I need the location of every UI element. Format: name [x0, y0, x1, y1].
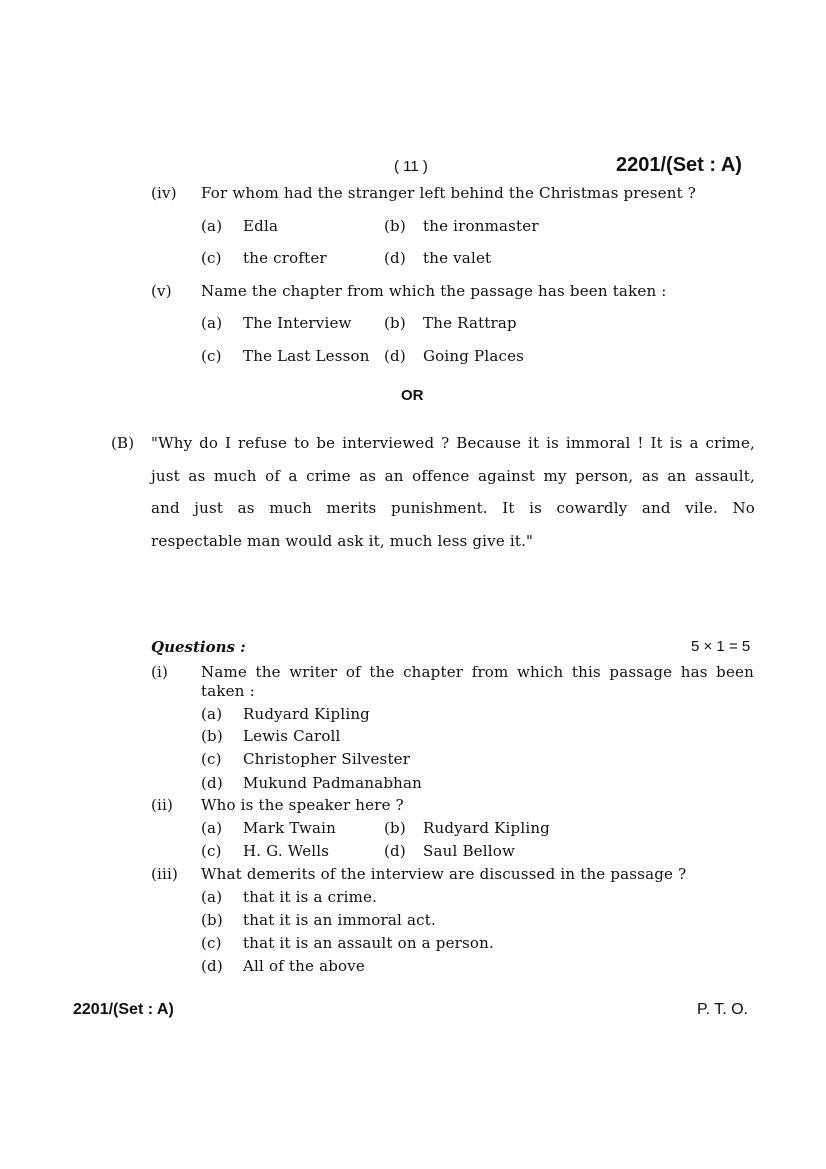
- option-text: The Interview: [243, 314, 352, 332]
- option-label: (c): [201, 347, 222, 365]
- page-number: ( 11 ): [394, 158, 428, 175]
- or-divider: OR: [401, 387, 424, 404]
- question-number: (iii): [151, 865, 179, 883]
- passage-line: and just as much merits punishment. It is cowardly and vile. No: [151, 499, 755, 517]
- pto-label: P. T. O.: [697, 1001, 748, 1018]
- option-text: Christopher Silvester: [243, 750, 411, 768]
- option-label: (c): [201, 934, 222, 952]
- option-text: the crofter: [243, 249, 327, 267]
- question-number: (i): [151, 663, 169, 681]
- option-text: Rudyard Kipling: [243, 705, 370, 723]
- option-text: The Rattrap: [423, 314, 517, 332]
- option-label: (d): [201, 957, 223, 975]
- option-label: (d): [384, 347, 406, 365]
- option-label: (a): [201, 217, 223, 235]
- paper-code-header: 2201/(Set : A): [616, 154, 742, 176]
- option-text: Saul Bellow: [423, 842, 516, 860]
- option-label: (a): [201, 819, 223, 837]
- passage-line: respectable man would ask it, much less give it.": [151, 532, 534, 550]
- question-number: (ii): [151, 796, 174, 814]
- marks-label: 5 × 1 = 5: [691, 638, 751, 655]
- option-text: The Last Lesson: [243, 347, 370, 365]
- question-number: (v): [151, 282, 172, 300]
- questions-heading: Questions :: [151, 638, 246, 656]
- question-text: For whom had the stranger left behind the Christmas present ?: [201, 184, 697, 202]
- option-text: Rudyard Kipling: [423, 819, 550, 837]
- section-label: (B): [111, 434, 135, 452]
- option-text: that it is an immoral act.: [243, 911, 436, 929]
- option-label: (c): [201, 750, 222, 768]
- option-label: (d): [201, 774, 223, 792]
- passage-line: "Why do I refuse to be interviewed ? Because it is immoral ! It is a crime,: [151, 434, 755, 452]
- option-label: (c): [201, 842, 222, 860]
- option-text: All of the above: [243, 957, 366, 975]
- option-label: (b): [201, 911, 223, 929]
- option-text: that it is an assault on a person.: [243, 934, 494, 952]
- option-text: Edla: [243, 217, 279, 235]
- option-label: (b): [384, 819, 406, 837]
- option-label: (a): [201, 705, 223, 723]
- option-label: (d): [384, 249, 406, 267]
- passage-line: just as much of a crime as an offence against my person, as an assault,: [151, 467, 755, 485]
- option-label: (b): [384, 217, 406, 235]
- option-text: that it is a crime.: [243, 888, 378, 906]
- question-text: Who is the speaker here ?: [201, 796, 404, 814]
- option-text: Mark Twain: [243, 819, 337, 837]
- paper-code-footer: 2201/(Set : A): [73, 1001, 174, 1018]
- option-text: the ironmaster: [423, 217, 539, 235]
- question-text: What demerits of the interview are discussed in the passage ?: [201, 865, 687, 883]
- option-text: Going Places: [423, 347, 525, 365]
- option-label: (a): [201, 888, 223, 906]
- option-text: Lewis Caroll: [243, 727, 341, 745]
- option-text: Mukund Padmanabhan: [243, 774, 423, 792]
- question-text-cont: taken :: [201, 682, 255, 700]
- option-text: the valet: [423, 249, 492, 267]
- question-number: (iv): [151, 184, 177, 202]
- option-label: (b): [201, 727, 223, 745]
- question-text: Name the writer of the chapter from which this passage has been: [201, 663, 754, 681]
- option-label: (c): [201, 249, 222, 267]
- option-text: H. G. Wells: [243, 842, 330, 860]
- option-label: (b): [384, 314, 406, 332]
- option-label: (a): [201, 314, 223, 332]
- question-text: Name the chapter from which the passage has been taken :: [201, 282, 667, 300]
- option-label: (d): [384, 842, 406, 860]
